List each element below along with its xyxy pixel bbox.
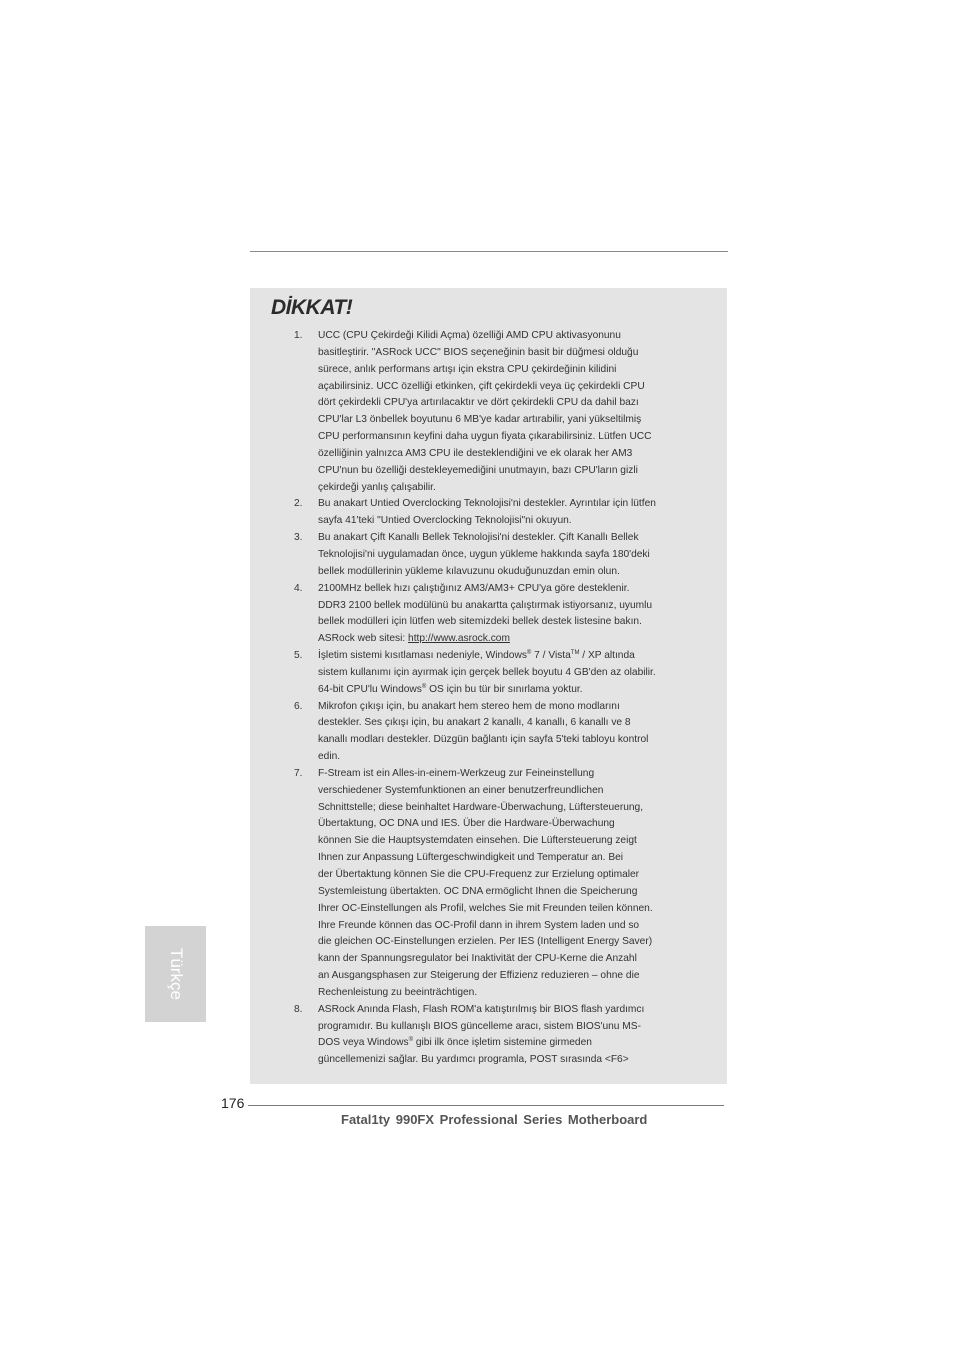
list-item — [290, 699, 692, 766]
item-number: 8. — [294, 1003, 303, 1015]
item-number: 4. — [294, 582, 303, 594]
list-item — [290, 766, 692, 1002]
list-item — [290, 328, 692, 496]
item-text: F-Stream ist ein Alles-in-einem-Werkzeug zur Feineinstellung verschiedener Systemfunktionen an einer benutzerfreundlichen Schnittstelle; diese beinhaltet Hardware-Überwachung, Lüftersteuerung, Übertaktung, OC DNA und IES. Über die Hardware-Überwachung können Sie die Hauptsystemdaten einsehen. Die Lüftersteuerung zeigt Ihnen zur Anpassung Lüftergeschwindigkeit und Temperatur an. Bei der Übertaktung können Sie die CPU-Frequenz zur Erzielung optimaler Systemleistung übertakten. OC DNA ermöglicht Ihnen die Speicherung Ihrer OC-Einstellungen als Profil, welches Sie mit Freunden teilen können. Ihre Freunde können das OC-Profil dann in ihrem System laden und so die gleichen OC-Einstellungen erzielen. Per IES (Intelligent Energy Saver) kann der Spannungsregulator bei Inaktivität der CPU-Kerne die Anzahl an Ausgangsphasen zur Steigerung der Effizienz reduzieren – ohne die Rechenleistung zu beeinträchtigen. — [318, 767, 653, 998]
list-item — [290, 648, 692, 699]
list-item — [290, 530, 692, 581]
item-text — [318, 648, 692, 699]
header-rule — [250, 251, 728, 252]
item-number: 7. — [294, 767, 303, 779]
item-number: 2. — [294, 498, 303, 510]
item-text: UCC (CPU Çekirdeği Kilidi Açma) özelliği AMD CPU aktivasyonunu basitleştirir. "ASRock UCC" BIOS seçeneğinin basit bir düğmesi olduğu sürece, anlık performans artışı için ekstra CPU çekirdeğinin kilidini açabilirsiniz. UCC özelliği etkinken, çift çekirdekli veya üç çekirdekli CPU dört çekirdekli CPU'ya artırılacaktır ve dört çekirdekli CPU da dahil bazı CPU'lar L3 önbellek boyutunu 6 MB'ye kadar artırabilir, yani yükseltilmiş CPU performansının keyfini daha uygun fiyata çıkarabilirsiniz. Lütfen UCC özelliğinin yalnızca AM3 CPU ile desteklendiğini ve ek olarak her AM3 CPU'nun bu özelliği destekleyemediğini unutmayın, bazı CPU'ların gizli çekirdeği yanlış çalışabilir. — [318, 330, 652, 493]
item-text-body: 2100MHz bellek hızı çalıştığınız AM3/AM3+ CPU'ya göre desteklenir. DDR3 2100 bellek modülünü bu anakartta çalıştırmak istiyorsanız, uyumlu bellek modülleri için lütfen web sitemizdeki bellek destek listesine bakın. ASRock web sitesi: — [318, 582, 653, 645]
footer-title: Fatal1ty 990FX Professional Series Motherboard — [341, 1112, 648, 1127]
item-number: 5. — [294, 650, 303, 662]
registered-mark: ® — [408, 1037, 414, 1044]
language-side-tab — [145, 926, 206, 1022]
language-label: Türkçe — [166, 948, 186, 1000]
asrock-website-link[interactable]: http://www.asrock.com — [408, 633, 510, 645]
trademark-mark: TM — [570, 650, 580, 657]
item-number: 3. — [294, 532, 303, 544]
notice-title: DİKKAT! — [271, 296, 353, 319]
notice-box — [250, 288, 727, 1084]
item-text — [318, 1002, 692, 1069]
list-item — [290, 496, 692, 530]
item-text-part: OS için bu tür bir sınırlama yoktur. — [426, 683, 583, 695]
item-text-part: / XP altında sistem kullanımı için ayırmak için gerçek bellek boyutu 4 GB'den az olabilir. 64-bit CPU'lu Windows — [318, 650, 656, 695]
item-text: Bu anakart Çift Kanallı Bellek Teknolojisi'ni destekler. Çift Kanallı Bellek Teknolojisi'ni uygulamadan önce, uygun yükleme hakkında sayfa 180'deki bellek modüllerinin yükleme kılavuzunu okuduğunuzdan emin olun. — [318, 532, 650, 577]
footer-rule — [248, 1105, 724, 1106]
item-text-part: 7 / Vista — [531, 650, 571, 662]
item-number: 1. — [294, 330, 303, 341]
item-text: Mikrofon çıkışı için, bu anakart hem stereo hem de mono modlarını destekler. Ses çıkışı için, bu anakart 2 kanallı, 4 kanallı, 6 kanallı ve 8 kanallı modları destekler. Düzgün bağlantı için sayfa 5'teki tabloyu kontrol edin. — [318, 700, 649, 763]
list-item — [290, 1002, 692, 1069]
list-item — [290, 581, 692, 648]
item-text: Bu anakart Untied Overclocking Teknolojisi'ni destekler. Ayrıntılar için lütfen sayfa 41'teki "Untied Overclocking Teknolojisi"ni okuyun. — [318, 498, 656, 527]
item-text — [318, 581, 692, 648]
item-text-part: İşletim sistemi kısıtlaması nedeniyle, Windows — [318, 650, 527, 662]
registered-mark: ® — [421, 683, 427, 690]
item-text-part: gibi ilk önce işletim sistemine girmeden güncellemenizi sağlar. Bu yardımcı programla, POST sırasında <F6> — [318, 1037, 629, 1066]
item-number: 6. — [294, 700, 303, 712]
item-text-part: ASRock Anında Flash, Flash ROM'a katıştırılmış bir BIOS flash yardımcı programıdır. Bu kullanışlı BIOS güncelleme aracı, sistem BIOS'unu MS- DOS veya Windows — [318, 1003, 645, 1049]
notice-list — [290, 328, 692, 1069]
page-number: 176 — [221, 1095, 245, 1111]
registered-mark: ® — [526, 650, 532, 657]
